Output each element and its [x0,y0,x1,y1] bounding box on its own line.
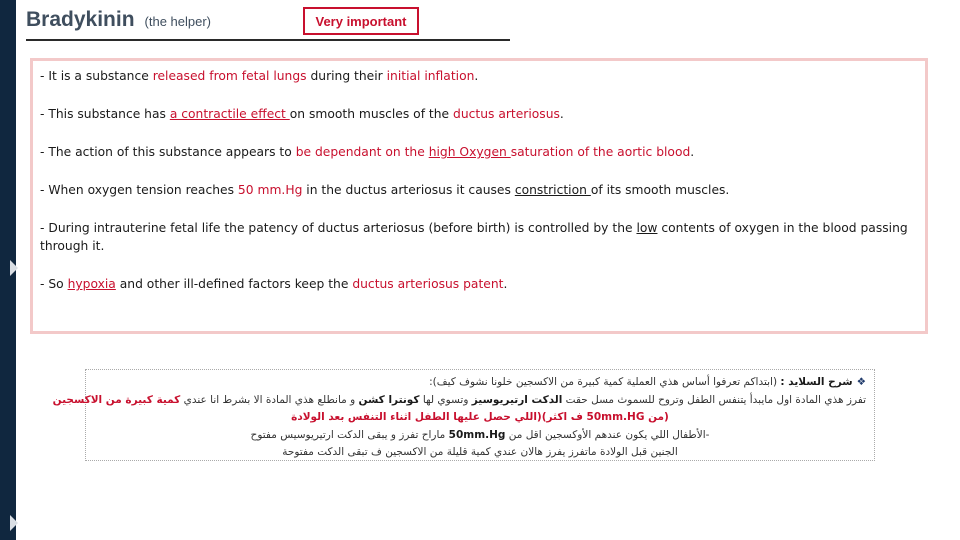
paragraph-hypoxia: - So hypoxia and other ill-defined factors keep the ductus arteriosus patent. [40,277,508,291]
slide-subtitle: (the helper) [144,14,212,29]
diamond-bullet-icon: ❖ [856,376,866,388]
arabic-line-3: (من 50mm.HG ف اكثر)(اللي حصل عليها الطفل اثناء التنفس بعد الولادة [291,411,669,423]
arabic-line-2: تفرز هذي المادة اول مايبدأ يتنفس الطفل وتروح للسموث مسل حقت الدكت ارتيريوسيز وتسوي لها كونترا كشن و مانطلع هذي المادة الا بشرط انا عندي كمية كبيرة من الاكسجين [52,393,866,406]
title-underline [26,39,510,41]
very-important-badge: Very important [303,7,419,35]
sidebar-notch [10,515,18,531]
paragraph-oxygen-tension: - When oxygen tension reaches 50 mm.Hg in the ductus arteriosus it causes constriction of its smooth muscles. [40,183,730,197]
slide-header [26,8,211,38]
content-box [30,58,928,334]
arabic-line-5: الجنين قبل الولادة ماتفرز يفرز هالان عندي كمية قليلة من الاكسجين ف تبقى الدكت مفتوحة [282,446,678,458]
slide-title: Bradykinin [26,8,135,31]
arabic-explanation-box [52,369,875,461]
paragraph-intrauterine-patency: - During intrauterine fetal life the patency of ductus arteriosus (before birth) is controlled by the low contents of oxygen in the blood passing through it. [40,221,908,253]
paragraph-oxygen-dependence: - The action of this substance appears to be dependant on the high Oxygen saturation of the aortic blood. [40,145,695,159]
sidebar-notch [10,260,18,276]
arabic-line-4: -الأطفال اللي يكون عندهم الأوكسجين اقل من 50mm.Hg ماراح تفرز و يبقى الدكت ارتيريوسيس مفتوح [250,428,710,441]
paragraph-release: - It is a substance released from fetal lungs during their initial inflation. [40,69,479,83]
paragraph-contractile-effect: - This substance has a contractile effect on smooth muscles of the ductus arteriosus. [40,107,564,121]
arabic-line-1: ❖شرح السلايد : (ابتداكم تعرفوا أساس هذي العملية كمية كبيرة من الاكسجين خلونا نشوف كيف): [429,376,866,388]
